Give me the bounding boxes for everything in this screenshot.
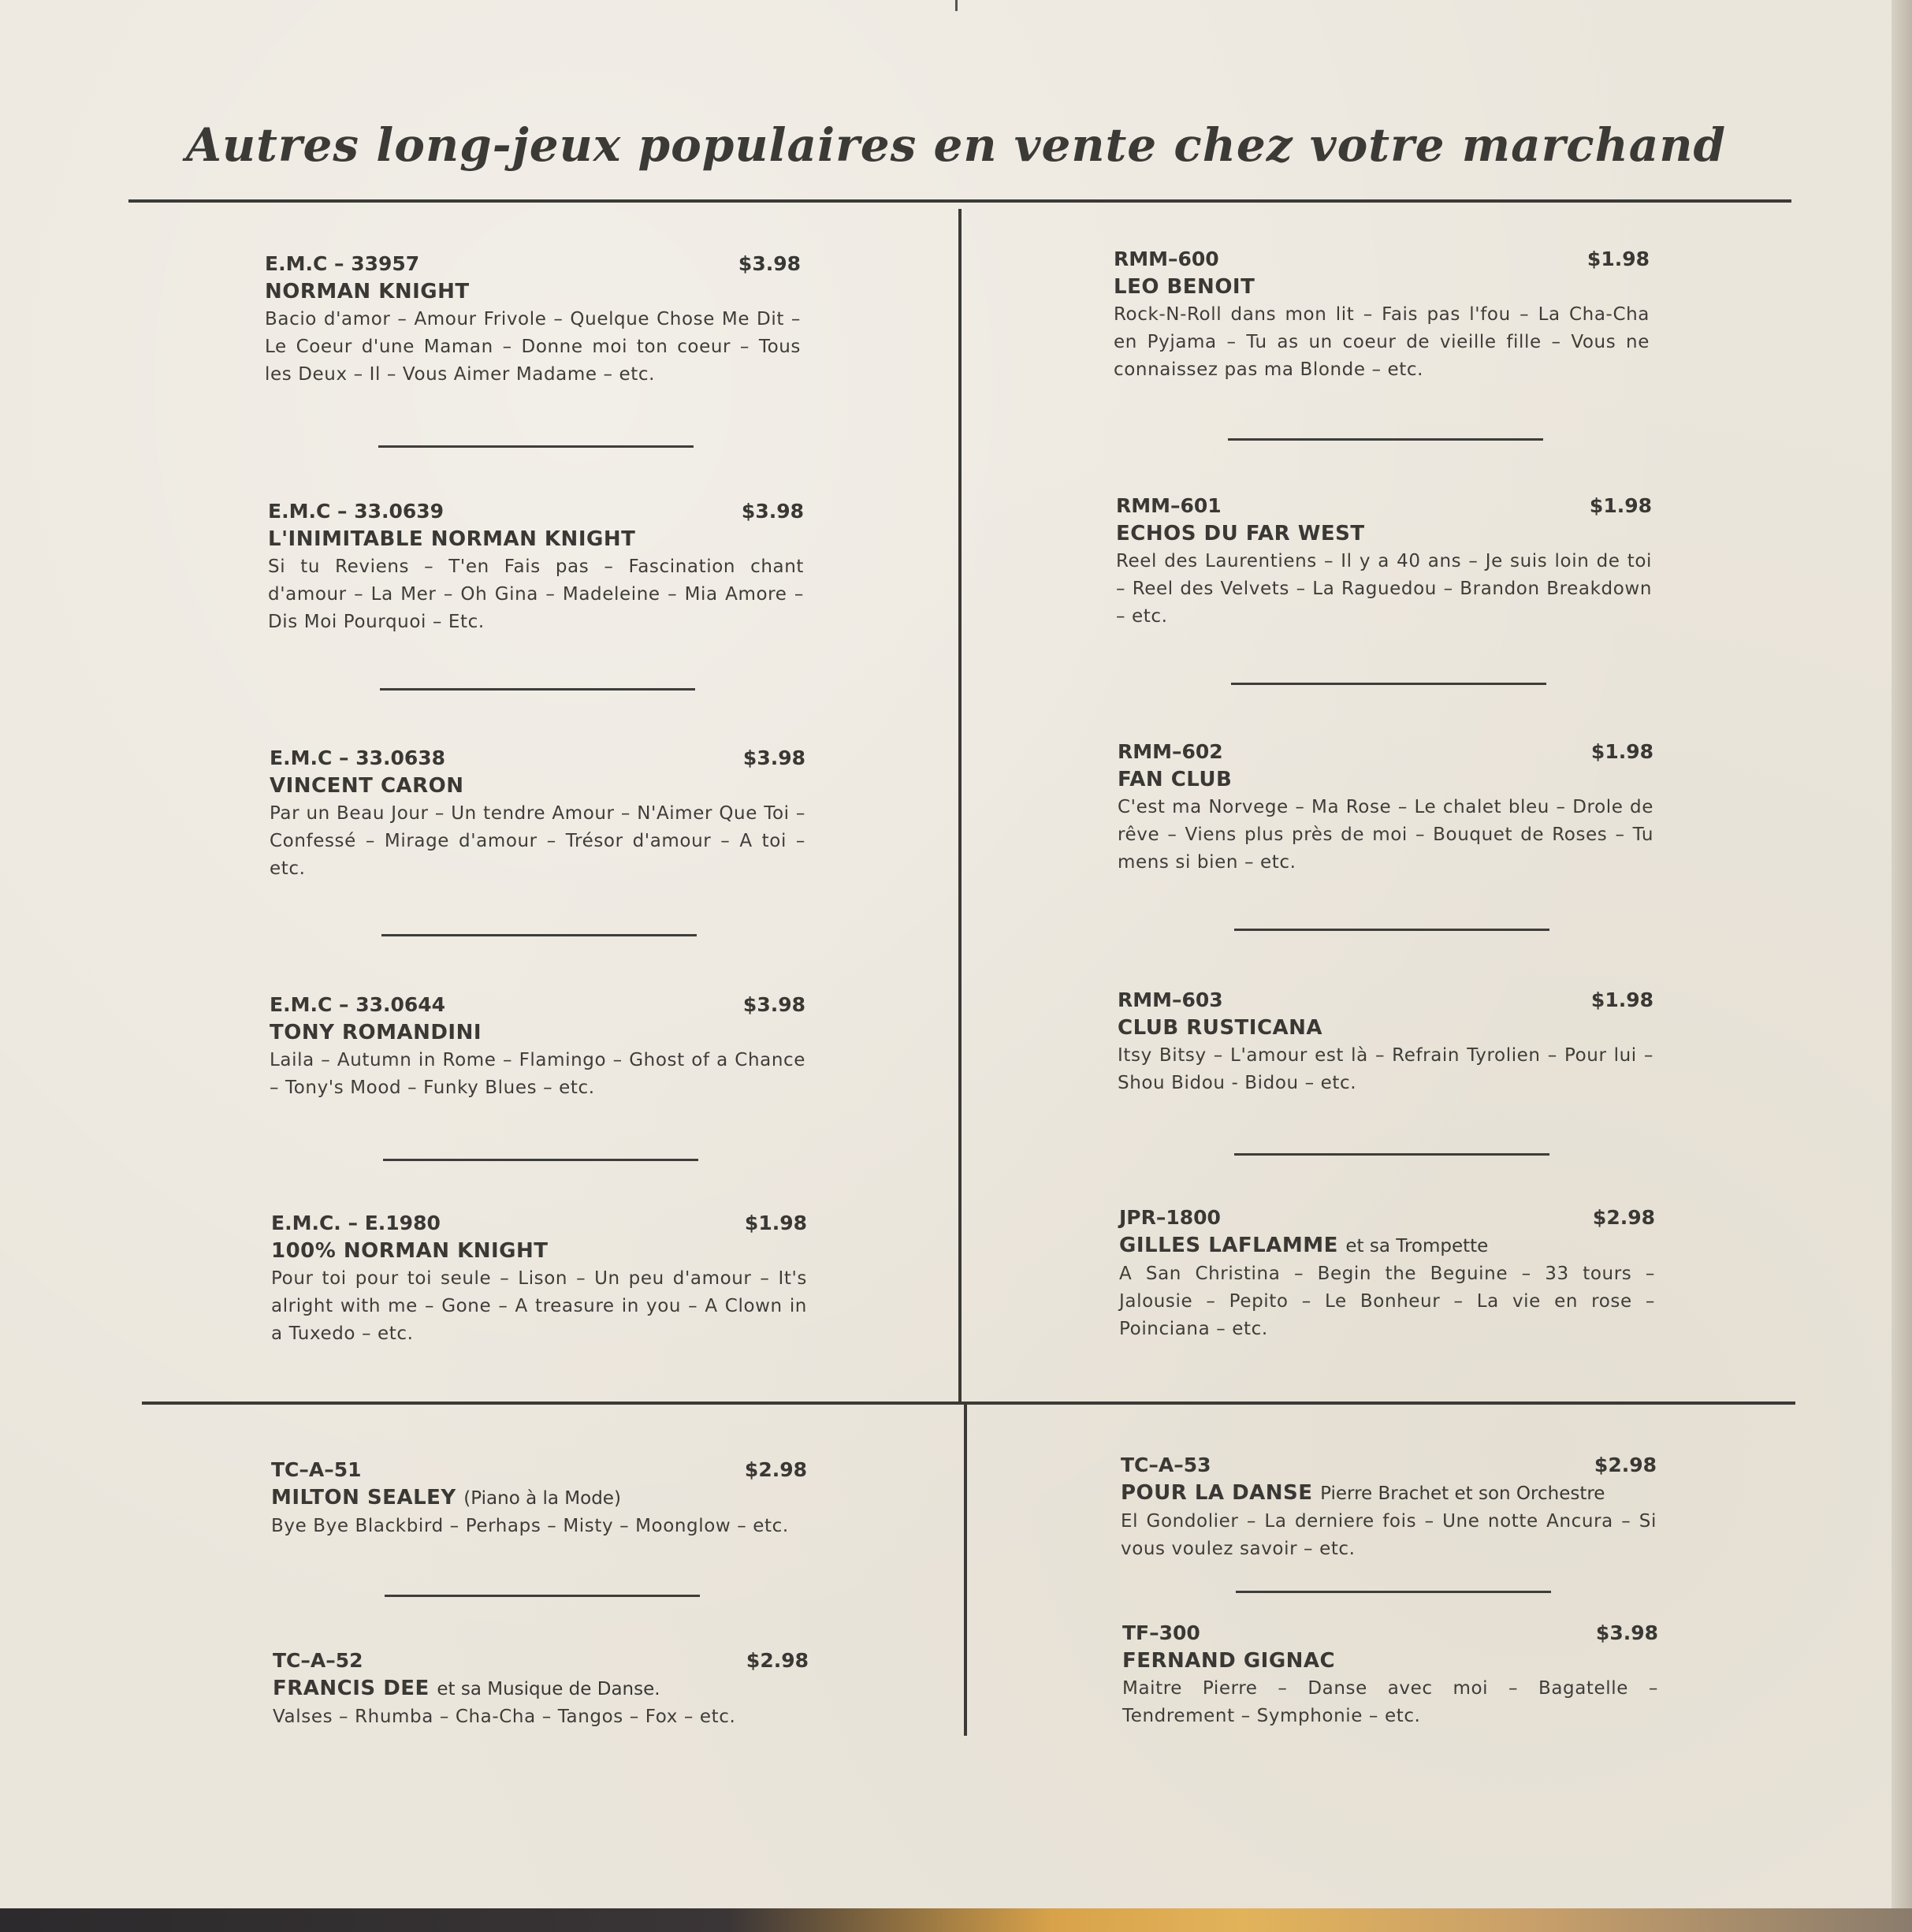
catalog-entry (273, 1647, 809, 1731)
track-list: Par un Beau Jour – Un tendre Amour – N'Aimer Que Toi – Confessé – Mirage d'amour – Trésor d'amour – A toi – etc. (270, 803, 805, 879)
track-list: Maitre Pierre – Danse avec moi – Bagatelle – Tendrement – Symphonie – etc. (1122, 1678, 1658, 1726)
artist-name: 100% NORMAN KNIGHT (271, 1239, 549, 1263)
price: $1.98 (1590, 988, 1653, 1011)
price: $1.98 (1589, 494, 1652, 517)
price: $2.98 (1592, 1206, 1655, 1229)
catalog-code: E.M.C – 33957 (265, 252, 420, 275)
price: $2.98 (1594, 1454, 1657, 1476)
top-rule (128, 199, 1791, 203)
artist-name: GILLES LAFLAMME (1119, 1234, 1338, 1257)
artist-subtitle: (Piano à la Mode) (463, 1488, 621, 1509)
artist-subtitle: et sa Trompette (1345, 1236, 1489, 1256)
track-list: Itsy Bitsy – L'amour est là – Refrain Tyrolien – Pour lui – Shou Bidou - Bidou – etc. (1118, 1045, 1653, 1093)
artist-name: NORMAN KNIGHT (265, 280, 470, 303)
price: $3.98 (738, 252, 801, 275)
catalog-code: TC–A–53 (1121, 1454, 1211, 1476)
entry-separator (380, 688, 695, 691)
price: $2.98 (744, 1458, 807, 1481)
catalog-code: TC–A–51 (271, 1458, 362, 1481)
track-list: Rock-N-Roll dans mon lit – Fais pas l'fou – La Cha-Cha en Pyjama – Tu as un coeur de vieille fille – Vous ne connaissez pas ma Blonde – etc. (1114, 304, 1650, 380)
artist-name: LEO BENOIT (1114, 275, 1255, 299)
track-list: Valses – Rhumba – Cha-Cha – Tangos – Fox – etc. (273, 1707, 736, 1727)
entry-separator (1234, 929, 1549, 931)
artist-name: FAN CLUB (1118, 768, 1233, 791)
entry-separator (1228, 438, 1543, 441)
artist-name: TONY ROMANDINI (270, 1021, 482, 1044)
entry-separator (1234, 1153, 1549, 1156)
track-list: Bacio d'amor – Amour Frivole – Quelque Chose Me Dit – Le Coeur d'une Maman – Donne moi ton coeur – Tous les Deux – Il – Vous Aimer Madame – etc. (265, 309, 801, 385)
middle-rule (142, 1402, 1795, 1405)
entry-separator (378, 445, 694, 448)
center-rule-upper (958, 209, 962, 1402)
track-list: Si tu Reviens – T'en Fais pas – Fascination chant d'amour – La Mer – Oh Gina – Madeleine – Mia Amore – Dis Moi Pourquoi – Etc. (268, 557, 804, 632)
artist-name: POUR LA DANSE (1121, 1481, 1313, 1505)
catalog-entry (268, 498, 804, 636)
catalog-code: E.M.C. – E.1980 (271, 1212, 441, 1234)
price: $3.98 (742, 993, 805, 1016)
track-list: Pour toi pour toi seule – Lison – Un peu d'amour – It's alright with me – Gone – A treasure in you – A Clown in a Tuxedo – etc. (271, 1268, 807, 1344)
artist-name: L'INIMITABLE NORMAN KNIGHT (268, 527, 636, 551)
catalog-code: RMM–600 (1114, 248, 1219, 270)
catalog-entry (1118, 739, 1653, 877)
catalog-entry (1119, 1204, 1655, 1343)
catalog-code: JPR–1800 (1119, 1206, 1221, 1229)
catalog-code: E.M.C – 33.0644 (270, 993, 446, 1016)
catalog-entry (270, 992, 805, 1102)
catalog-code: TF–300 (1122, 1621, 1200, 1644)
catalog-code: E.M.C – 33.0639 (268, 500, 445, 523)
price: $1.98 (744, 1212, 807, 1234)
price: $3.98 (742, 746, 805, 769)
sleeve-edge (1892, 0, 1912, 1932)
catalog-code: E.M.C – 33.0638 (270, 746, 446, 769)
price: $1.98 (1587, 248, 1650, 270)
price: $3.98 (741, 500, 804, 523)
catalog-entry (265, 251, 801, 389)
catalog-entry (270, 745, 805, 883)
catalog-entry (1121, 1452, 1657, 1563)
artist-name: MILTON SEALEY (271, 1486, 456, 1509)
price: $3.98 (1595, 1621, 1658, 1644)
track-list: A San Christina – Begin the Beguine – 33 tours – Jalousie – Pepito – Le Bonheur – La vie en rose – Poinciana – etc. (1119, 1264, 1655, 1339)
catalog-entry (271, 1457, 807, 1540)
registration-mark (955, 0, 958, 11)
entry-separator (383, 1159, 698, 1161)
track-list: Reel des Laurentiens – Il y a 40 ans – Je suis loin de toi – Reel des Velvets – La Raguedou – Brandon Breakdown – etc. (1116, 551, 1652, 627)
catalog-entry (1116, 493, 1652, 631)
catalog-code: RMM–603 (1118, 988, 1223, 1011)
artist-name: ECHOS DU FAR WEST (1116, 522, 1365, 545)
track-list: Laila – Autumn in Rome – Flamingo – Ghost of a Chance – Tony's Mood – Funky Blues – etc. (270, 1050, 805, 1098)
track-list: C'est ma Norvege – Ma Rose – Le chalet bleu – Drole de rêve – Viens plus près de moi – Bouquet de Roses – Tu mens si bien – etc. (1118, 797, 1653, 873)
price: $1.98 (1590, 740, 1653, 763)
catalog-entry (1122, 1620, 1658, 1730)
track-list: El Gondolier – La derniere fois – Une notte Ancura – Si vous voulez savoir – etc. (1121, 1511, 1657, 1559)
catalog-entry (1114, 246, 1650, 384)
artist-subtitle: et sa Musique de Danse. (437, 1679, 660, 1699)
track-list: Bye Bye Blackbird – Perhaps – Misty – Moonglow – etc. (271, 1516, 789, 1536)
artist-name: CLUB RUSTICANA (1118, 1016, 1323, 1040)
center-rule-lower (964, 1405, 967, 1736)
artist-name: VINCENT CARON (270, 774, 464, 798)
price: $2.98 (746, 1649, 809, 1672)
catalog-code: RMM–602 (1118, 740, 1223, 763)
catalog-entry (1118, 987, 1653, 1097)
artist-name: FRANCIS DEE (273, 1677, 430, 1700)
catalog-code: TC–A–52 (273, 1649, 363, 1672)
catalog-entry (271, 1210, 807, 1348)
artist-subtitle: Pierre Brachet et son Orchestre (1320, 1483, 1605, 1504)
entry-separator (1231, 683, 1546, 685)
artist-name: FERNAND GIGNAC (1122, 1649, 1336, 1673)
cover-art-edge (0, 1908, 1912, 1932)
catalog-code: RMM–601 (1116, 494, 1222, 517)
entry-separator (381, 934, 697, 936)
page-title: Autres long-jeux populaires en vente chez votre marchand (185, 118, 1727, 172)
entry-separator (1236, 1591, 1551, 1593)
entry-separator (385, 1595, 700, 1597)
